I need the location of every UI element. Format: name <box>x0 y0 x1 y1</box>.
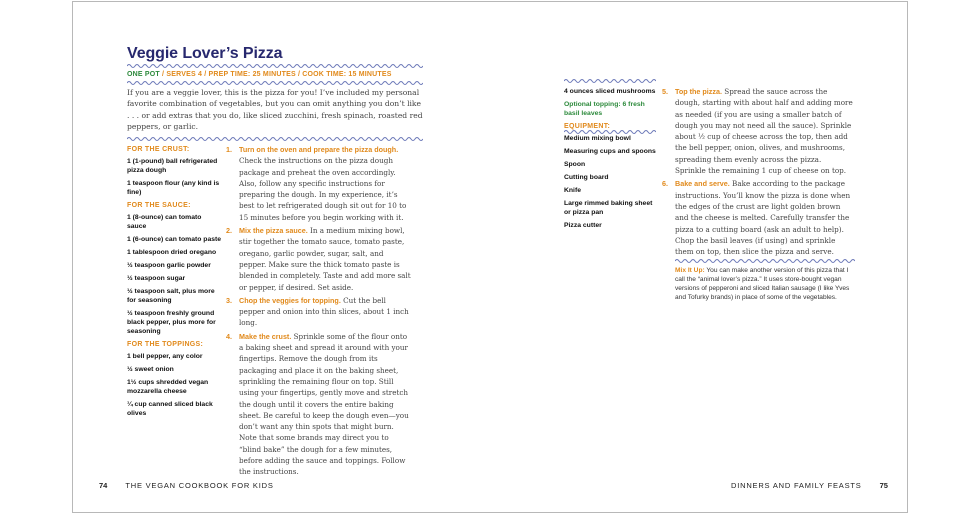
ingredient-item: ½ teaspoon salt, plus more for seasoning <box>127 288 215 304</box>
equipment-item: Large rimmed baking sheet or pizza pan <box>564 200 653 216</box>
section-title: DINNERS AND FAMILY FEASTS <box>731 481 862 490</box>
step-lead: Make the crust. <box>239 331 292 341</box>
step-number: 4. <box>226 331 232 341</box>
ingredient-item: 1 teaspoon flour (any kind is fine) <box>127 180 220 196</box>
wavy-rule <box>127 136 423 142</box>
wavy-rule <box>127 63 423 69</box>
ingredient-item: ¼ cup canned sliced black olives <box>127 401 213 417</box>
ingredient-item: 1 (8-ounce) can tomato sauce <box>127 214 202 230</box>
step-lead: Chop the veggies for topping. <box>239 295 341 305</box>
book-title: THE VEGAN COOKBOOK FOR KIDS <box>125 481 274 490</box>
ingredients-list <box>127 146 222 422</box>
meta-cook-time: COOK TIME: 15 MINUTES <box>302 71 392 78</box>
step-text: In a medium mixing bowl, stir together the tomato sauce, tomato paste, oregano, garlic powder, sugar, salt, and pepper. Make sure the thick tomato paste is blended in completely. Taste and add more salt or pepper, if desired. Set aside. <box>239 226 411 292</box>
meta-one-pot: ONE POT <box>127 71 160 78</box>
equipment-item: Pizza cutter <box>564 222 602 229</box>
meta-separator: / <box>295 71 303 78</box>
step-lead: Top the pizza. <box>675 87 722 96</box>
equipment-item: Measuring cups and spoons <box>564 148 656 155</box>
recipe-title: Veggie Lover’s Pizza <box>127 45 283 62</box>
ingredient-heading: FOR THE TOPPINGS: <box>127 341 204 348</box>
recipe-intro: If you are a veggie lover, this is the pizza for you! I’ve included my personal favorite combination of vegetables, but you can omit anything you don’t like . . . or add extras that you do, like sliced zucchini, fresh spinach, roasted red peppers, or garlic. <box>127 88 423 131</box>
equipment-item: Cutting board <box>564 174 609 181</box>
wavy-rule <box>564 78 656 84</box>
equipment-item: Medium mixing bowl <box>564 135 631 142</box>
ingredient-item: 1 (1-pound) ball refrigerated pizza dough <box>127 158 218 174</box>
meta-prep-time: PREP TIME: 25 MINUTES <box>208 71 296 78</box>
ingredient-heading: FOR THE SAUCE: <box>127 202 191 209</box>
ingredient-item: ½ teaspoon sugar <box>127 275 186 282</box>
mix-it-up-tip <box>675 267 855 303</box>
tip-lead: Mix It Up: <box>675 267 705 274</box>
meta-separator: / <box>159 71 167 78</box>
step-text: Spread the sauce across the dough, starting with about half and adding more as needed (if you are using a smaller batch of dough you may not need all the sauce). Sprinkle about ½ cup of cheese across the top, then add the bell pepper, onion, olives, and mushrooms, spreading them evenly across the pizza. Sprinkle the remaining 1 cup of cheese on top. <box>675 87 853 176</box>
step-number: 2. <box>226 226 232 236</box>
steps-left <box>226 144 412 480</box>
wavy-rule <box>127 80 423 86</box>
wavy-rule <box>675 258 855 264</box>
ingredient-item: ½ sweet onion <box>127 366 174 373</box>
step-lead: Mix the pizza sauce. <box>239 226 308 236</box>
step-lead: Bake and serve. <box>675 179 730 189</box>
meta-serves: SERVES 4 <box>166 71 203 78</box>
wavy-rule <box>564 129 656 135</box>
step-text: Bake according to the package instructions. You’ll know the pizza is done when the edges of the crust are light golden brown and the cheese is melted. Carefully transfer the pizza to a cutting board (ask an adult to help). Chop the basil leaves (if using) and sprinkle them on top, then slice the pizza and serve. <box>675 179 851 257</box>
step-item <box>226 295 412 329</box>
ingredient-group-crust <box>127 146 222 197</box>
meta-separator: / <box>202 71 209 78</box>
page-number: 74 <box>99 481 108 490</box>
step-item <box>226 144 412 223</box>
ingredient-item: ½ teaspoon garlic powder <box>127 262 211 269</box>
optional-topping: Optional topping: 6 fresh basil leaves <box>564 101 645 117</box>
steps-right <box>662 86 853 259</box>
page-number: 75 <box>879 481 888 490</box>
step-number: 5. <box>662 87 668 96</box>
step-text: Cut the bell pepper and onion into thin slices, about 1 inch long. <box>239 295 409 328</box>
ingredient-item: 4 ounces sliced mushrooms <box>564 88 656 95</box>
footer-left <box>99 481 274 490</box>
ingredient-item: 1 tablespoon dried oregano <box>127 249 217 256</box>
ingredient-item: 1 bell pepper, any color <box>127 353 203 360</box>
ingredients-continued <box>564 87 656 234</box>
step-item <box>226 225 412 293</box>
recipe-meta <box>127 71 392 78</box>
ingredient-group-toppings <box>127 341 222 418</box>
step-text: Check the instructions on the pizza dough package and preheat the oven accordingly. Also, follow any specific instructions for preparing the dough. In my experience, it’s best to let refrigerated dough sit out for 10 to 15 minutes before you begin working with it. <box>239 156 407 222</box>
ingredient-item: ½ teaspoon freshly ground black pepper, plus more for seasoning <box>127 310 216 335</box>
ingredient-heading: FOR THE CRUST: <box>127 146 190 153</box>
step-lead: Turn on the oven and prepare the pizza dough. <box>239 145 399 154</box>
equipment-item: Spoon <box>564 161 586 168</box>
step-number: 6. <box>662 179 668 189</box>
equipment-heading: EQUIPMENT: <box>564 123 611 130</box>
ingredient-item: 1 (6-ounce) can tomato paste <box>127 236 222 243</box>
tip-text: You can make another version of this pizza that I call the “animal lover’s pizza.” It uses store-bought vegan versions of pepperoni and sliced Italian sausage (I like Yves and Tofurky brands) in place of some of the vegetables. <box>675 267 850 301</box>
step-text: Sprinkle some of the flour onto a baking sheet and spread it around with your fingertips. Remove the dough from its packaging and place it on the baking sheet, sprinkling the remaining flour on top. Still using your fingertips, gently move and stretch the dough until it covers the entire baking sheet. Be careful to keep the dough even—you don’t want any thin spots that might burn. Note that some brands may direct you to “blind bake” the dough for a few minutes, before adding the sauce and toppings. Follow the instructions. <box>239 331 409 477</box>
ingredient-group-sauce <box>127 202 222 336</box>
step-item <box>662 178 853 257</box>
equipment-item: Knife <box>564 187 581 194</box>
step-item <box>226 331 412 478</box>
step-number: 3. <box>226 295 232 305</box>
step-number: 1. <box>226 145 232 154</box>
ingredient-item: 1½ cups shredded vegan mozzarella cheese <box>127 379 209 395</box>
step-item <box>662 86 853 176</box>
footer-right <box>731 481 888 490</box>
